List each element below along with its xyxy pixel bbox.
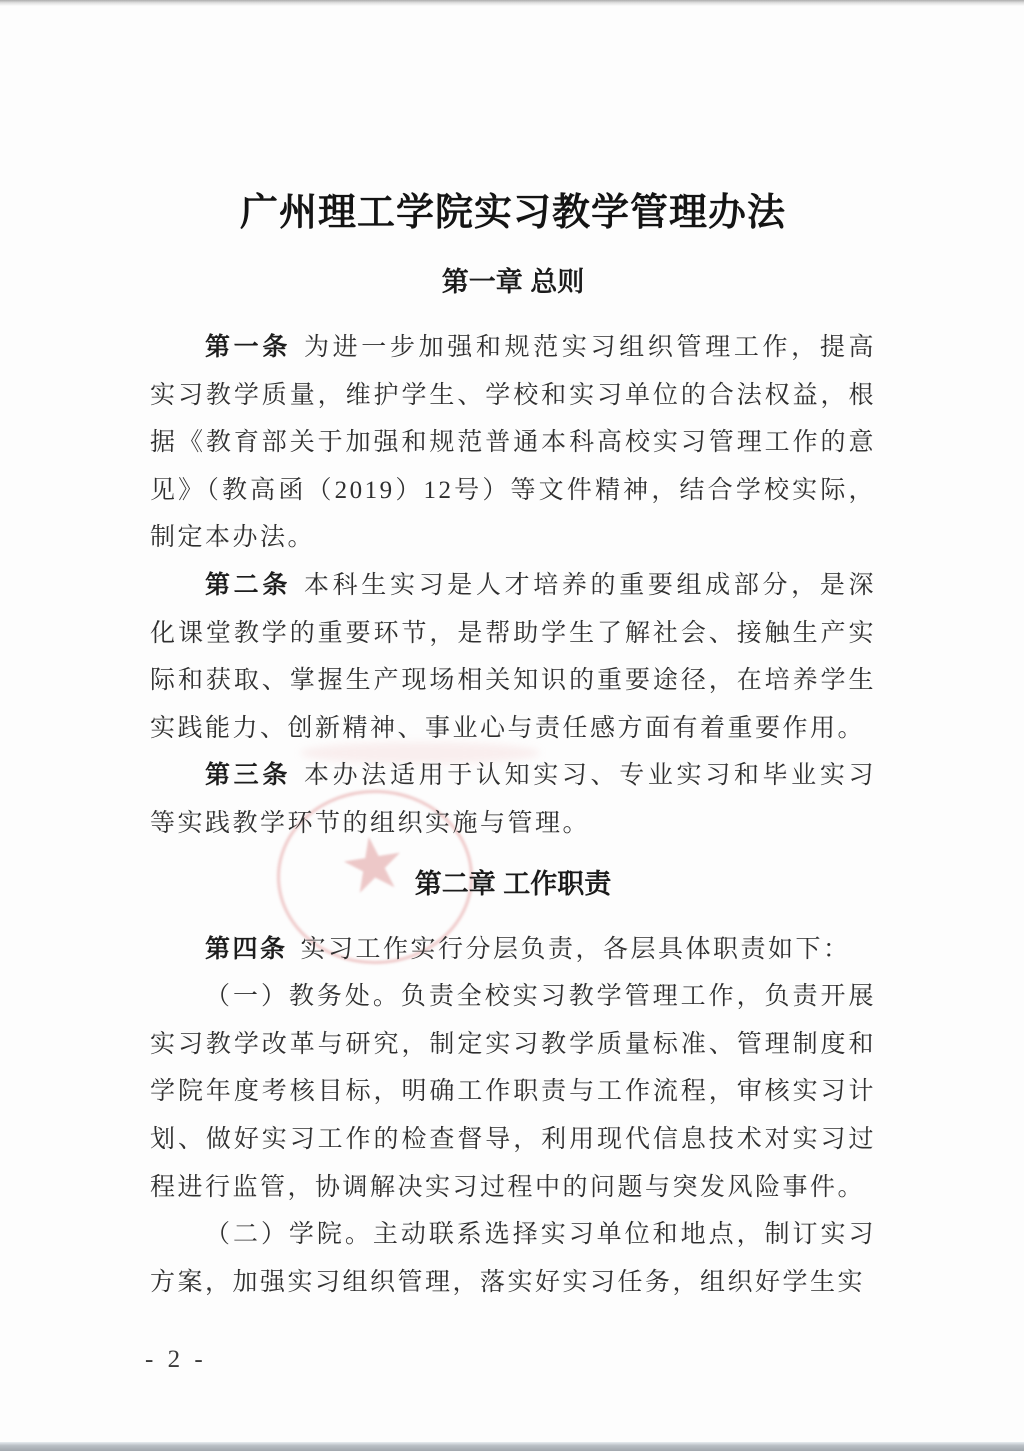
chapter-2-heading: 第二章 工作职责 (414, 868, 612, 899)
article-4-label: 第四条 (205, 934, 288, 963)
document-content (150, 0, 876, 1306)
duty-item-1-text: （一）教务处。负责全校实习教学管理工作，负责开展实习教学改革与研究，制定实习教学质量标准、管理制度和学院年度考核目标，明确工作职责与工作流程，审核实习计划、做好实习工作的检查督导，利用现代信息技术对实习过程进行监管，协调解决实习过程中的问题与突发风险事件。 (150, 983, 876, 1201)
scan-edge-bottom (0, 1442, 1024, 1451)
article-2-label: 第二条 (205, 570, 291, 599)
article-2-text: 本科生实习是人才培养的重要组成部分，是深化课堂教学的重要环节，是帮助学生了解社会、接触生产实际和获取、掌握生产现场相关知识的重要途径，在培养学生实践能力、创新精神、事业心与责任感方面有着重要作用。 (150, 571, 876, 742)
article-1 (150, 324, 876, 562)
article-1-text: 为进一步加强和规范实习组织管理工作，提高实习教学质量，维护学生、学校和实习单位的合法权益，根据《教育部关于加强和规范普通本科高校实习管理工作的意见》（教高函（2019）12号）等文件精神，结合学校实际，制定本办法。 (150, 334, 876, 552)
document-title: 广州理工学院实习教学管理办法 (239, 192, 786, 234)
article-3-text: 本办法适用于认知实习、专业实习和毕业实习等实践教学环节的组织实施与管理。 (150, 762, 876, 837)
article-4 (150, 926, 876, 974)
page-number: - 2 - (145, 1346, 207, 1373)
chapter-1-heading: 第一章 总则 (441, 267, 585, 297)
stamp-star-icon: ★ (333, 817, 413, 913)
duty-item-2-text: （二）学院。主动联系选择实习单位和地点，制订实习方案，加强实习组织管理，落实好实习任务，组织好学生实 (150, 1221, 876, 1296)
article-3-label: 第三条 (205, 761, 291, 790)
article-3 (150, 752, 876, 847)
duty-item-1 (150, 973, 876, 1211)
article-2 (150, 562, 876, 752)
duty-item-2 (150, 1211, 876, 1306)
article-1-label: 第一条 (205, 333, 291, 361)
article-4-text: 实习工作实行分层负责，各层具体职责如下： (300, 935, 851, 963)
